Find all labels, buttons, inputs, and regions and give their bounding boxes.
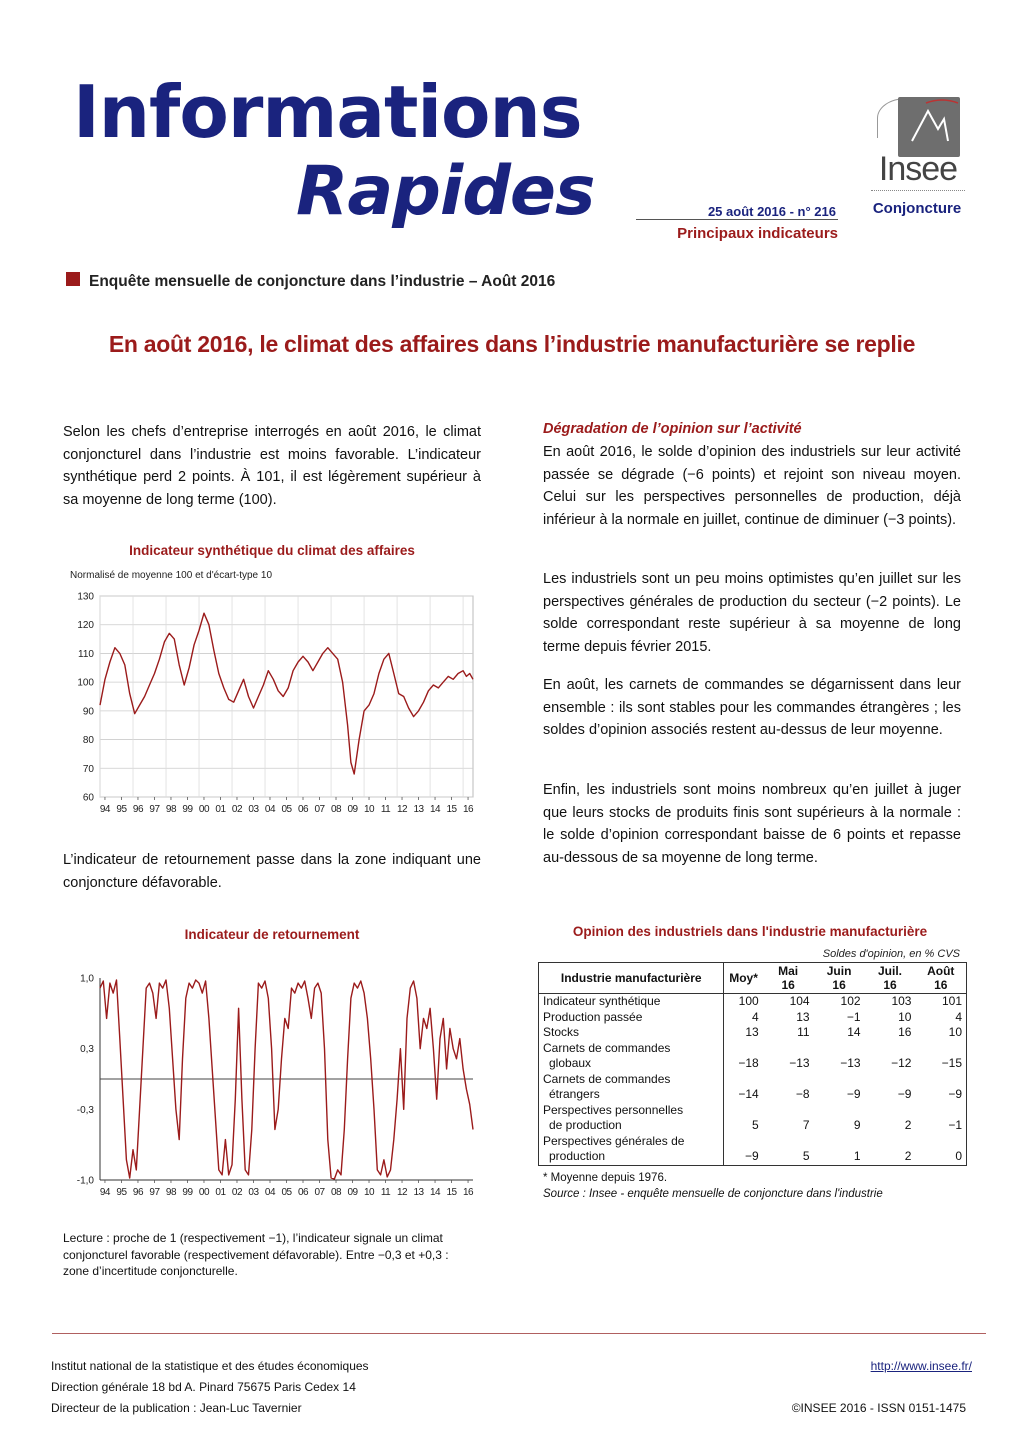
x-tick-label: 04	[264, 804, 276, 815]
survey-title: Enquête mensuelle de conjoncture dans l’industrie – Août 2016	[89, 273, 556, 290]
activity-paragraph-2: Les industriels sont un peu moins optimistes qu’en juillet sur les perspectives générales de production du secteur (−2 points). Le solde correspondant reste supérieur à sa moyenne de long terme depuis février 2015.	[543, 571, 961, 655]
table-row-label: Carnets de commandes globaux	[543, 1040, 671, 1070]
table-row	[539, 1134, 967, 1166]
table-cell: 10	[948, 1025, 962, 1039]
headline: En août 2016, le climat des affaires dans l’industrie manufacturière se replie	[108, 331, 916, 357]
y-tick-label: 110	[78, 648, 94, 660]
x-tick-label: 01	[215, 1187, 226, 1198]
table-cell: −12	[891, 1056, 912, 1070]
table-row	[539, 994, 967, 1010]
table-cell: −1	[846, 1009, 861, 1024]
x-tick-label: 04	[264, 1187, 276, 1198]
lecture-note: Lecture : proche de 1 (respectivement −1), l’indicateur signale un climat conjoncturel favorable (respectivement défavorable). Entre −0,3 et +0,3 : zone d’incertitude conjoncturelle.	[63, 1231, 449, 1278]
table-cell: −13	[789, 1056, 810, 1070]
x-tick-label: 12	[396, 804, 408, 815]
table-cell: −9	[724, 1134, 763, 1166]
masthead-rule	[636, 219, 838, 220]
activity-paragraph-1: En août 2016, le solde d’opinion des industriels sur leur activité passée se dégrade (−6 points) et rejoint son niveau moyen. Celui sur les perspectives personnelles de production, déjà inférieur à la normale en juillet, continue de diminuer (−3 points).	[543, 444, 961, 528]
x-tick-label: 15	[446, 804, 457, 815]
table-cell: −9	[846, 1087, 861, 1101]
x-tick-label: 08	[330, 1187, 342, 1198]
table-cell: 5	[802, 1149, 810, 1163]
y-tick-label: 0,3	[80, 1044, 94, 1056]
table-cell: 101	[941, 994, 962, 1008]
masthead-title: Informations	[73, 70, 582, 154]
x-tick-label: 00	[198, 804, 210, 815]
x-tick-label: 02	[231, 1187, 243, 1198]
table-cell: 1	[853, 1149, 861, 1163]
table-row	[539, 1103, 967, 1134]
table-header-period: Juin 16	[814, 963, 865, 994]
x-tick-label: 06	[297, 804, 309, 815]
opinion-table	[538, 962, 967, 1166]
table-cell: −13	[840, 1056, 861, 1070]
y-tick-label: 120	[77, 620, 94, 632]
table-header-period: Mai 16	[763, 963, 814, 994]
insee-logo-divider	[871, 190, 965, 194]
table-cell: −14	[724, 1072, 763, 1103]
x-tick-label: 10	[363, 804, 375, 815]
x-tick-label: 11	[380, 1187, 391, 1198]
y-tick-label: -0,3	[76, 1104, 94, 1116]
table-cell: 100	[724, 994, 763, 1010]
x-tick-label: 13	[413, 1187, 424, 1198]
issue-date: 25 août 2016 - n° 216	[707, 204, 836, 219]
table-cell: 102	[840, 994, 861, 1008]
footer-rule	[52, 1333, 986, 1334]
table-cell: 13	[724, 1025, 763, 1041]
table-header-period: Août 16	[915, 963, 966, 994]
x-tick-label: 95	[116, 804, 127, 815]
table-row-label: Carnets de commandes étrangers	[543, 1071, 671, 1101]
activity-paragraph-4: Enfin, les industriels sont moins nombreux qu’en juillet à juger que leurs stocks de produits finis sont supérieurs à la normale : le solde d’opinion correspondant baisse de 6 points et repasse au-dessous de sa moyenne de long terme.	[543, 782, 961, 866]
y-tick-label: 60	[82, 792, 94, 804]
y-tick-label: 100	[77, 677, 94, 689]
x-tick-label: 07	[314, 1187, 325, 1198]
table-header-row	[539, 963, 967, 994]
table-cell: −9	[948, 1087, 962, 1101]
x-tick-label: 00	[198, 1187, 210, 1198]
table-row	[539, 1025, 967, 1041]
x-tick-label: 09	[347, 804, 358, 815]
table-cell: 104	[789, 994, 810, 1008]
table-cell: 0	[955, 1149, 962, 1163]
x-tick-label: 02	[231, 804, 243, 815]
table-cell: −18	[724, 1041, 763, 1072]
table-cell: 9	[853, 1118, 861, 1132]
table-header-period: Moy*	[724, 963, 763, 994]
table-cell: 14	[847, 1025, 861, 1039]
turning-paragraph: L’indicateur de retournement passe dans la zone indiquant une conjoncture défavorable.	[63, 852, 481, 891]
y-tick-label: -1,0	[76, 1175, 94, 1187]
footer-institute: Institut national de la statistique et des études économiques	[51, 1359, 369, 1373]
x-tick-label: 96	[132, 1187, 144, 1198]
climate-indicator-chart	[63, 585, 483, 825]
y-tick-label: 90	[82, 706, 94, 718]
masthead-subtitle: Rapides	[296, 152, 595, 231]
x-tick-label: 14	[429, 1187, 441, 1198]
survey-bullet-icon	[66, 272, 80, 286]
insee-logo-tag: Conjoncture	[872, 200, 962, 217]
x-tick-label: 01	[215, 804, 226, 815]
x-tick-label: 97	[149, 804, 160, 815]
x-tick-label: 95	[116, 1187, 127, 1198]
insee-logo-icon	[898, 97, 960, 157]
x-tick-label: 11	[380, 804, 391, 815]
table-cell: 2	[904, 1149, 912, 1163]
x-tick-label: 94	[99, 1187, 111, 1198]
table-note: * Moyenne depuis 1976.	[543, 1172, 668, 1184]
footer-director: Directeur de la publication : Jean-Luc Tavernier	[51, 1401, 302, 1415]
x-tick-label: 07	[314, 804, 325, 815]
x-tick-label: 08	[330, 804, 342, 815]
table-cell: 4	[724, 1010, 763, 1026]
table-cell: 103	[891, 994, 912, 1008]
table-cell: 10	[898, 1009, 912, 1024]
chart2-title: Indicateur de retournement	[184, 927, 360, 942]
table-cell: 4	[955, 1009, 962, 1024]
x-tick-label: 16	[462, 804, 474, 815]
table-row-label: Perspectives personnelles de production	[543, 1102, 684, 1132]
y-tick-label: 130	[77, 591, 94, 603]
table-row	[539, 1041, 967, 1072]
table-row-label: Stocks	[543, 1025, 580, 1039]
table-cell: −9	[897, 1087, 912, 1101]
x-tick-label: 99	[182, 804, 193, 815]
table-source: Source : Insee - enquête mensuelle de conjoncture dans l'industrie	[543, 1188, 883, 1200]
x-tick-label: 94	[99, 804, 111, 815]
table-cell: −1	[948, 1118, 962, 1132]
x-tick-label: 05	[281, 804, 292, 815]
table-unit: Soldes d'opinion, en % CVS	[822, 948, 960, 960]
x-tick-label: 12	[396, 1187, 408, 1198]
x-tick-label: 05	[281, 1187, 292, 1198]
table-row	[539, 1010, 967, 1026]
table-cell: −15	[941, 1056, 962, 1070]
x-tick-label: 99	[182, 1187, 193, 1198]
table-cell: 13	[796, 1009, 810, 1024]
x-tick-label: 98	[165, 1187, 177, 1198]
x-tick-label: 09	[347, 1187, 358, 1198]
footer-copyright: ©INSEE 2016 - ISSN 0151-1475	[791, 1401, 966, 1415]
y-tick-label: 70	[82, 763, 94, 775]
insee-logo-text: Insee	[878, 150, 958, 188]
x-tick-label: 10	[363, 1187, 375, 1198]
table-row-label: Production passée	[543, 1009, 643, 1024]
y-tick-label: 1,0	[80, 973, 94, 985]
publication-series: Principaux indicateurs	[677, 225, 838, 242]
x-tick-label: 16	[462, 1187, 474, 1198]
table-header-period: Juil. 16	[865, 963, 916, 994]
table-cell: 7	[802, 1118, 810, 1132]
intro-paragraph: Selon les chefs d’entreprise interrogés en août 2016, le climat conjoncturel dans l’industrie est moins favorable. L’indicateur synthétique perd 2 points. À 101, il est légèrement supérieur à sa moyenne de long terme (100).	[63, 424, 481, 508]
chart1-subtitle: Normalisé de moyenne 100 et d'écart-type 10	[70, 570, 273, 581]
section-title: Dégradation de l’opinion sur l’activité	[543, 421, 802, 437]
table-cell: 11	[797, 1025, 810, 1039]
table-title: Opinion des industriels dans l'industrie manufacturière	[572, 924, 928, 939]
insee-website-link[interactable]: http://www.insee.fr/	[870, 1359, 972, 1373]
table-body	[539, 994, 967, 1166]
table-cell: 5	[724, 1103, 763, 1134]
table-header-label: Industrie manufacturière	[539, 963, 724, 994]
footer-address: Direction générale 18 bd A. Pinard 75675 Paris Cedex 14	[51, 1380, 356, 1394]
plot-frame	[100, 596, 473, 797]
chart1-title: Indicateur synthétique du climat des affaires	[129, 543, 415, 558]
x-tick-label: 98	[165, 804, 177, 815]
x-tick-label: 96	[132, 804, 144, 815]
table-cell: 2	[904, 1118, 912, 1132]
x-tick-label: 03	[248, 1187, 259, 1198]
table-cell: −8	[795, 1087, 810, 1101]
x-tick-label: 06	[297, 1187, 309, 1198]
table-row-label: Indicateur synthétique	[543, 994, 661, 1008]
x-tick-label: 14	[429, 804, 441, 815]
series-line	[100, 613, 473, 774]
turning-indicator-chart	[63, 965, 483, 1205]
x-tick-label: 97	[149, 1187, 160, 1198]
table-row-label: Perspectives générales de production	[543, 1133, 685, 1163]
table-cell: 16	[898, 1025, 912, 1039]
y-tick-label: 80	[82, 735, 94, 747]
x-tick-label: 15	[446, 1187, 457, 1198]
table-row	[539, 1072, 967, 1103]
activity-paragraph-3: En août, les carnets de commandes se dégarnissent dans leur ensemble : ils sont stables pour les commandes étrangères ; les soldes d’opinion associés restent au-dessus de leur moyenne.	[543, 677, 961, 738]
x-tick-label: 03	[248, 804, 259, 815]
x-tick-label: 13	[413, 804, 424, 815]
